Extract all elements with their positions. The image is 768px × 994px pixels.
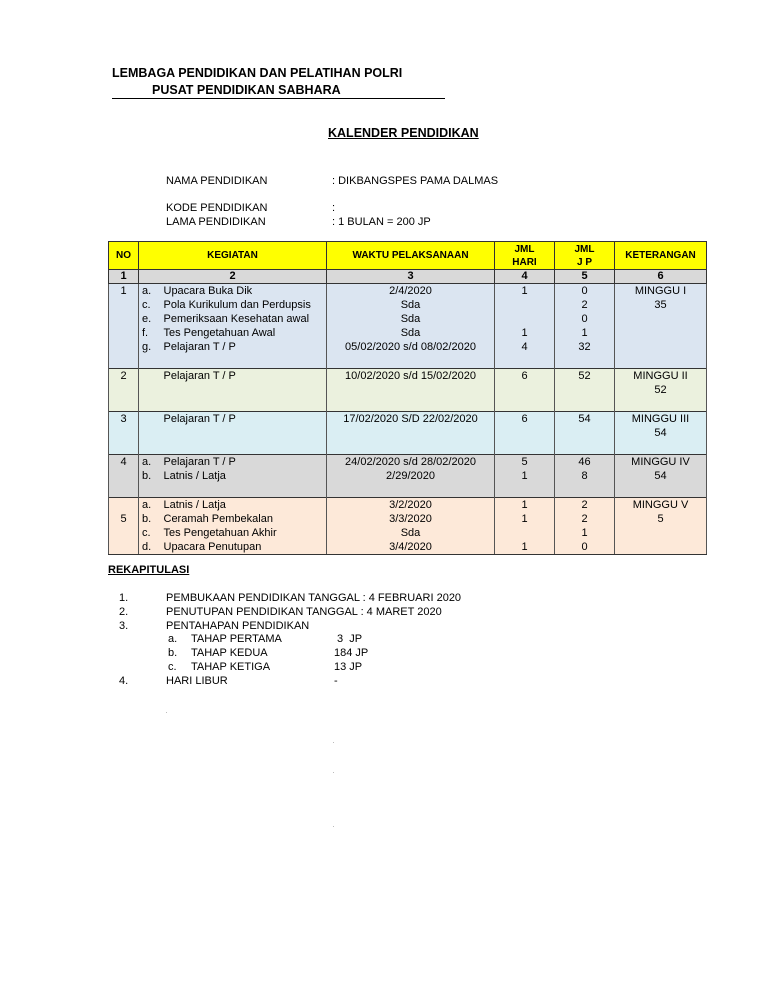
cell-waktu: Sda: [327, 326, 495, 340]
header-jml-jp: JML J P: [555, 242, 615, 270]
cell-kegiatan: Latnis / Latja: [161, 498, 327, 513]
scan-speck: [333, 742, 334, 743]
table-row: [109, 369, 707, 384]
nama-value: : DIKBANGSPES PAMA DALMAS: [332, 175, 499, 187]
cell-ket: MINGGU I: [615, 284, 707, 299]
table-row: [109, 354, 707, 369]
scan-speck: [333, 772, 334, 773]
cell-waktu: [327, 426, 495, 440]
cell-waktu: Sda: [327, 312, 495, 326]
cell-kegiatan: [161, 354, 327, 369]
cell-jp: [555, 440, 615, 455]
stage-letter: b.: [168, 647, 178, 659]
cell-jp: 8: [555, 469, 615, 483]
cell-hari: 5: [495, 455, 555, 470]
col-number: 2: [139, 270, 327, 284]
cell-letter: e.: [139, 312, 161, 326]
cell-waktu: Sda: [327, 526, 495, 540]
cell-kegiatan: [161, 397, 327, 412]
cell-kegiatan: [161, 426, 327, 440]
cell-hari: 1: [495, 512, 555, 526]
cell-kegiatan: Upacara Buka Dik: [161, 284, 327, 299]
cell-jp: 54: [555, 412, 615, 427]
cell-hari: 1: [495, 284, 555, 299]
cell-letter: [139, 354, 161, 369]
cell-ket: 5: [615, 512, 707, 526]
cell-waktu: 3/3/2020: [327, 512, 495, 526]
kode-value: :: [332, 202, 336, 214]
cell-ket: [615, 526, 707, 540]
cell-jp: 52: [555, 369, 615, 384]
cell-no: [109, 354, 139, 369]
col-number: 4: [495, 270, 555, 284]
cell-waktu: 3/4/2020: [327, 540, 495, 555]
cell-kegiatan: Pola Kurikulum dan Perdupsis: [161, 298, 327, 312]
stage-letter: a.: [168, 633, 178, 645]
cell-letter: [139, 383, 161, 397]
cell-ket: 54: [615, 469, 707, 483]
cell-jp: 32: [555, 340, 615, 354]
cell-letter: b.: [139, 469, 161, 483]
cell-ket: [615, 354, 707, 369]
rekap-item-text: PENUTUPAN PENDIDIKAN TANGGAL : 4 MARET 2020: [166, 606, 442, 618]
cell-no: 3: [109, 412, 139, 427]
cell-hari: [495, 483, 555, 498]
cell-waktu: [327, 354, 495, 369]
cell-letter: g.: [139, 340, 161, 354]
cell-no: [109, 312, 139, 326]
table-row: [109, 469, 707, 483]
cell-letter: [139, 426, 161, 440]
table-row: [109, 340, 707, 354]
table-row: [109, 426, 707, 440]
cell-hari: 1: [495, 540, 555, 555]
header-no: NO: [109, 242, 139, 270]
cell-kegiatan: Ceramah Pembekalan: [161, 512, 327, 526]
cell-ket: MINGGU V: [615, 498, 707, 513]
table-header-row: [109, 242, 707, 270]
rekap-item-num: 4.: [119, 675, 129, 687]
cell-kegiatan: [161, 440, 327, 455]
cell-jp: [555, 383, 615, 397]
cell-jp: 2: [555, 512, 615, 526]
rekap-item-num: 1.: [119, 592, 129, 604]
cell-ket: [615, 483, 707, 498]
cell-no: [109, 426, 139, 440]
cell-letter: d.: [139, 540, 161, 555]
cell-no: 5: [109, 512, 139, 526]
header-kegiatan: KEGIATAN: [139, 242, 327, 270]
cell-waktu: 2/4/2020: [327, 284, 495, 299]
cell-letter: [139, 440, 161, 455]
cell-waktu: [327, 397, 495, 412]
cell-waktu: 3/2/2020: [327, 498, 495, 513]
stage-value: 184 JP: [334, 647, 369, 659]
center-name: PUSAT PENDIDIKAN SABHARA: [152, 83, 341, 97]
cell-ket: MINGGU III: [615, 412, 707, 427]
cell-kegiatan: [161, 383, 327, 397]
cell-ket: MINGGU IV: [615, 455, 707, 470]
rekap-item-num: 2.: [119, 606, 129, 618]
table-row: [109, 512, 707, 526]
table-row: [109, 540, 707, 555]
cell-hari: [495, 426, 555, 440]
cell-no: [109, 340, 139, 354]
stage-value: 13 JP: [334, 661, 363, 673]
cell-kegiatan: Pemeriksaan Kesehatan awal: [161, 312, 327, 326]
cell-hari: [495, 354, 555, 369]
stage-value: 3 JP: [334, 633, 363, 645]
cell-waktu: 2/29/2020: [327, 469, 495, 483]
cell-letter: a.: [139, 284, 161, 299]
cell-waktu: 05/02/2020 s/d 08/02/2020: [327, 340, 495, 354]
table-row: [109, 455, 707, 470]
table-row: [109, 383, 707, 397]
cell-hari: [495, 440, 555, 455]
cell-letter: [139, 412, 161, 427]
cell-hari: 6: [495, 369, 555, 384]
page-title: KALENDER PENDIDIKAN: [328, 126, 479, 140]
cell-kegiatan: [161, 483, 327, 498]
stage-letter: c.: [168, 661, 177, 673]
header-jml-hari: JML HARI: [495, 242, 555, 270]
rekap-item-text: PEMBUKAAN PENDIDIKAN TANGGAL : 4 FEBRUARI 2020: [166, 592, 462, 604]
cell-letter: c.: [139, 526, 161, 540]
cell-jp: 1: [555, 326, 615, 340]
header-waktu: WAKTU PELAKSANAAN: [327, 242, 495, 270]
cell-jp: 0: [555, 312, 615, 326]
cell-no: 1: [109, 284, 139, 299]
cell-ket: [615, 397, 707, 412]
cell-waktu: [327, 440, 495, 455]
cell-jp: 1: [555, 526, 615, 540]
cell-letter: c.: [139, 298, 161, 312]
cell-kegiatan: Tes Pengetahuan Awal: [161, 326, 327, 340]
cell-ket: [615, 326, 707, 340]
col-number: 6: [615, 270, 707, 284]
cell-waktu: 24/02/2020 s/d 28/02/2020: [327, 455, 495, 470]
table-row: [109, 312, 707, 326]
cell-no: 2: [109, 369, 139, 384]
rekap-item-num: 3.: [119, 620, 129, 632]
cell-hari: 1: [495, 469, 555, 483]
table-row: [109, 526, 707, 540]
cell-hari: [495, 298, 555, 312]
cell-letter: f.: [139, 326, 161, 340]
cell-letter: b.: [139, 512, 161, 526]
cell-jp: 2: [555, 298, 615, 312]
col-number: 1: [109, 270, 139, 284]
cell-jp: 46: [555, 455, 615, 470]
cell-hari: [495, 312, 555, 326]
col-number: 5: [555, 270, 615, 284]
cell-no: [109, 440, 139, 455]
cell-hari: [495, 383, 555, 397]
institution-name: LEMBAGA PENDIDIKAN DAN PELATIHAN POLRI: [112, 66, 403, 80]
table-row: [109, 284, 707, 299]
stage-name: TAHAP KETIGA: [191, 661, 271, 673]
column-number-row: [109, 270, 707, 284]
cell-waktu: 17/02/2020 S/D 22/02/2020: [327, 412, 495, 427]
cell-kegiatan: Upacara Penutupan: [161, 540, 327, 555]
table-row: [109, 440, 707, 455]
cell-no: [109, 526, 139, 540]
rekap-item-text: PENTAHAPAN PENDIDIKAN: [166, 620, 310, 632]
stage-name: TAHAP KEDUA: [191, 647, 268, 659]
cell-jp: 2: [555, 498, 615, 513]
cell-no: [109, 298, 139, 312]
cell-jp: [555, 483, 615, 498]
cell-jp: 0: [555, 540, 615, 555]
cell-letter: a.: [139, 498, 161, 513]
rekap-title: REKAPITULASI: [108, 564, 190, 576]
cell-hari: 4: [495, 340, 555, 354]
cell-no: [109, 469, 139, 483]
cell-ket: 54: [615, 426, 707, 440]
cell-no: [109, 540, 139, 555]
cell-hari: 1: [495, 498, 555, 513]
cell-jp: [555, 397, 615, 412]
table-row: [109, 412, 707, 427]
cell-ket: [615, 340, 707, 354]
table-row: [109, 298, 707, 312]
cell-letter: [139, 397, 161, 412]
cell-no: [109, 383, 139, 397]
cell-kegiatan: Pelajaran T / P: [161, 412, 327, 427]
cell-jp: [555, 354, 615, 369]
cell-no: 4: [109, 455, 139, 470]
cell-ket: [615, 440, 707, 455]
cell-letter: [139, 369, 161, 384]
cell-no: [109, 483, 139, 498]
cell-kegiatan: Pelajaran T / P: [161, 340, 327, 354]
lama-label: LAMA PENDIDIKAN: [166, 216, 266, 228]
header-underline: [112, 98, 445, 99]
col-number: 3: [327, 270, 495, 284]
cell-ket: [615, 540, 707, 555]
rekap-item-value: -: [334, 675, 338, 687]
cell-kegiatan: Latnis / Latja: [161, 469, 327, 483]
stage-name: TAHAP PERTAMA: [191, 633, 282, 645]
cell-letter: a.: [139, 455, 161, 470]
cell-ket: MINGGU II: [615, 369, 707, 384]
cell-waktu: [327, 483, 495, 498]
cell-letter: [139, 483, 161, 498]
scan-speck: [333, 826, 334, 827]
table-row: [109, 483, 707, 498]
cell-kegiatan: Pelajaran T / P: [161, 369, 327, 384]
table-row: [109, 326, 707, 340]
table-row: [109, 397, 707, 412]
cell-no: [109, 397, 139, 412]
cell-hari: [495, 526, 555, 540]
cell-no: [109, 326, 139, 340]
cell-kegiatan: Pelajaran T / P: [161, 455, 327, 470]
cell-hari: 6: [495, 412, 555, 427]
cell-ket: [615, 312, 707, 326]
calendar-table: [108, 241, 707, 555]
cell-kegiatan: Tes Pengetahuan Akhir: [161, 526, 327, 540]
table-row: [109, 498, 707, 513]
cell-jp: 0: [555, 284, 615, 299]
cell-jp: [555, 426, 615, 440]
nama-label: NAMA PENDIDIKAN: [166, 175, 268, 187]
cell-ket: 52: [615, 383, 707, 397]
scan-speck: [166, 712, 167, 713]
cell-ket: 35: [615, 298, 707, 312]
cell-hari: 1: [495, 326, 555, 340]
cell-hari: [495, 397, 555, 412]
cell-no: [109, 498, 139, 513]
rekap-item-text: HARI LIBUR: [166, 675, 228, 687]
cell-waktu: Sda: [327, 298, 495, 312]
lama-value: : 1 BULAN = 200 JP: [332, 216, 431, 228]
header-keterangan: KETERANGAN: [615, 242, 707, 270]
kode-label: KODE PENDIDIKAN: [166, 202, 268, 214]
cell-waktu: [327, 383, 495, 397]
cell-waktu: 10/02/2020 s/d 15/02/2020: [327, 369, 495, 384]
